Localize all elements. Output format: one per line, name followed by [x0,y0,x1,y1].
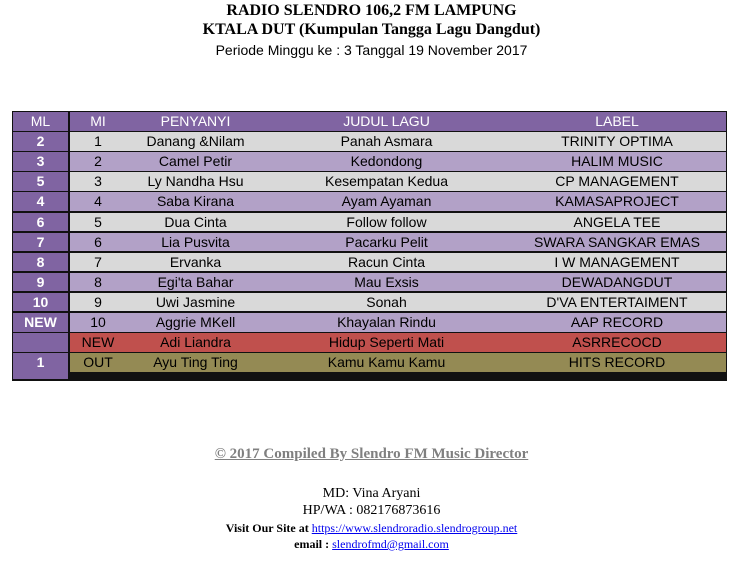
artist-name: Egi'ta Bahar [126,273,265,292]
table-row [13,172,726,191]
page-subtitle: KTALA DUT (Kumpulan Tangga Lagu Dangdut) [202,21,541,38]
song-title: Ayam Ayaman [265,192,508,211]
chart-table [12,111,727,381]
table-row [13,233,726,252]
rank-this-week: 3 [70,172,126,191]
record-label: I W MANAGEMENT [508,253,726,272]
rank-last-week: 8 [13,253,68,272]
rank-last-week: 1 [13,353,68,372]
rank-last-week: 5 [13,172,68,191]
artist-name: Saba Kirana [126,192,265,211]
rank-this-week: 10 [70,313,126,332]
rank-this-week: 4 [70,192,126,211]
rank-this-week: OUT [70,353,126,372]
table-row [13,152,726,171]
rank-last-week: 6 [13,213,68,232]
rank-last-week: 7 [13,233,68,252]
column-header-penyanyi: PENYANYI [126,112,265,131]
rank-last-week: 2 [13,132,68,151]
record-label: TRINITY OPTIMA [508,132,726,151]
rank-last-week: 10 [13,293,68,312]
table-row [13,192,726,211]
artist-name: Dua Cinta [126,213,265,232]
phone-number: HP/WA : 082176873616 [302,503,441,518]
email-line [0,537,743,552]
rank-this-week: 5 [70,213,126,232]
site-prefix: Visit Our Site at [225,521,312,535]
artist-name: Danang &Nilam [126,132,265,151]
rank-this-week: 2 [70,152,126,171]
table-row [13,132,726,151]
site-line [0,521,743,536]
song-title: Follow follow [265,213,508,232]
record-label: KAMASAPROJECT [508,192,726,211]
song-title: Kesempatan Kedua [265,172,508,191]
table-row [13,253,726,272]
rank-this-week: NEW [70,333,126,352]
rank-last-week: 4 [13,192,68,211]
artist-name: Ayu Ting Ting [126,353,265,372]
record-label: SWARA SANGKAR EMAS [508,233,726,252]
artist-name: Ervanka [126,253,265,272]
rank-last-week [13,333,68,352]
table-row [13,313,726,332]
column-header-label: LABEL [508,112,726,131]
copyright-text: © 2017 Compiled By Slendro FM Music Director [214,446,529,462]
artist-name: Adi Liandra [126,333,265,352]
rank-this-week: 7 [70,253,126,272]
ml-column-fill [13,372,68,379]
table-row [13,213,726,232]
rank-last-week: 9 [13,273,68,292]
song-title: Khayalan Rindu [265,313,508,332]
site-link[interactable]: https://www.slendroradio.slendrogroup.net [311,521,518,535]
table-row [13,293,726,312]
period-label: Periode Minggu ke : 3 Tanggal 19 November 2017 [215,42,528,58]
rank-last-week: NEW [13,313,68,332]
artist-name: Lia Pusvita [126,233,265,252]
rank-this-week: 8 [70,273,126,292]
artist-name: Ly Nandha Hsu [126,172,265,191]
song-title: Panah Asmara [265,132,508,151]
table-row [13,353,726,372]
song-title: Hidup Seperti Mati [265,333,508,352]
song-title: Kedondong [265,152,508,171]
song-title: Sonah [265,293,508,312]
record-label: CP MANAGEMENT [508,172,726,191]
song-title: Racun Cinta [265,253,508,272]
record-label: DEWADANGDUT [508,273,726,292]
record-label: HITS RECORD [508,353,726,372]
rank-this-week: 9 [70,293,126,312]
rank-this-week: 6 [70,233,126,252]
record-label: AAP RECORD [508,313,726,332]
email-link[interactable]: slendrofmd@gmail.com [332,537,449,551]
column-header-mi: MI [70,112,126,131]
column-header-ml: ML [13,112,68,131]
table-row [13,273,726,292]
email-prefix: email : [294,537,333,551]
table-header-row [13,112,726,131]
table-row [13,333,726,352]
music-director: MD: Vina Aryani [322,486,421,501]
record-label: ANGELA TEE [508,213,726,232]
song-title: Mau Exsis [265,273,508,292]
artist-name: Uwi Jasmine [126,293,265,312]
record-label: HALIM MUSIC [508,152,726,171]
page-title: RADIO SLENDRO 106,2 FM LAMPUNG [226,2,517,19]
record-label: D'VA ENTERTAIMENT [508,293,726,312]
artist-name: Camel Petir [126,152,265,171]
column-header-judul-lagu: JUDUL LAGU [265,112,508,131]
rank-last-week: 3 [13,152,68,171]
song-title: Kamu Kamu Kamu [265,353,508,372]
artist-name: Aggrie MKell [126,313,265,332]
song-title: Pacarku Pelit [265,233,508,252]
rank-this-week: 1 [70,132,126,151]
record-label: ASRRECOCD [508,333,726,352]
